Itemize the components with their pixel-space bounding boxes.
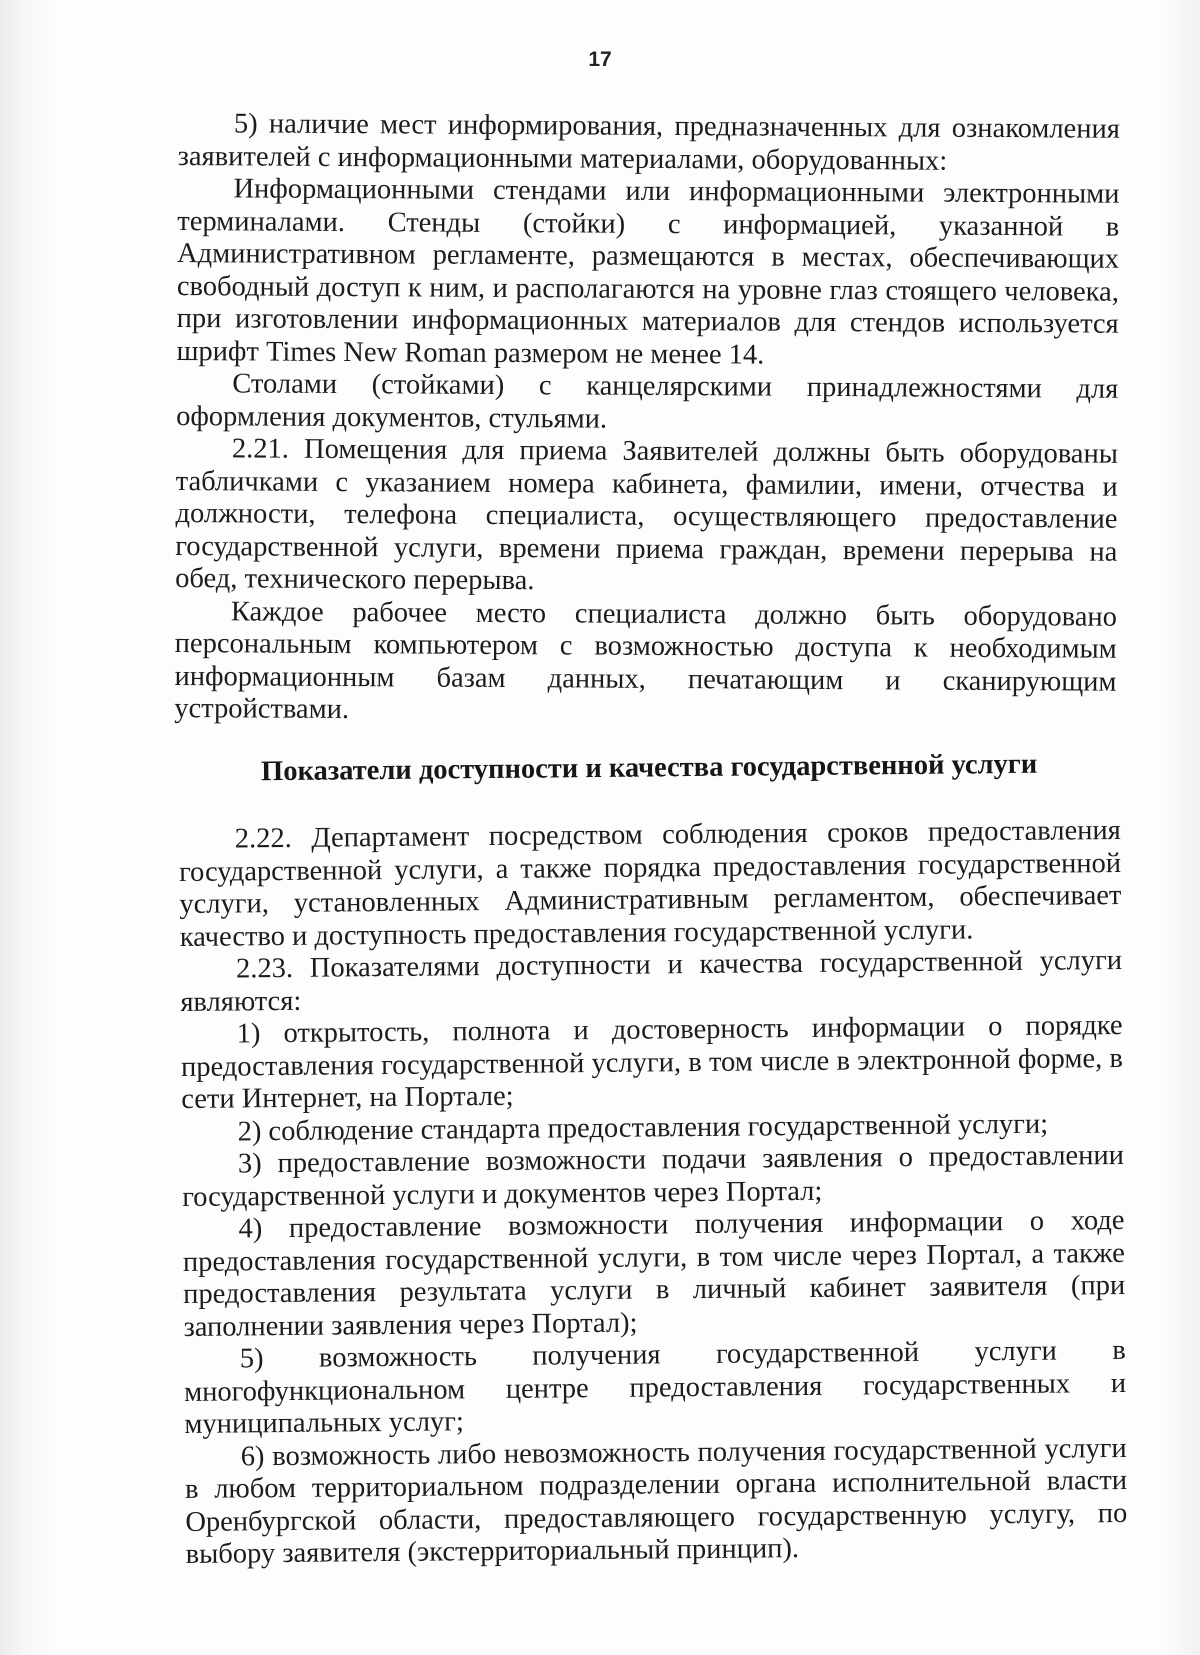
paragraph: 2.21. Помещения для приема Заявителей должны быть оборудованы табличками с указанием номера кабинета, фамилии, имени, отчества и должности, телефона специалиста, осуществляющего предоставление государственной услуги, времени приема граждан, времени перерыва на обед, технического перерыва. [175, 433, 1118, 597]
paragraph: 2) соблюдение стандарта предоставления государственной услуги; [237, 1107, 1049, 1147]
paragraph-group-top [174, 108, 1120, 731]
paragraph: 4) предоставление возможности получения информации о ходе предоставления государственной услуги, в том числе через Портал, а также предоставления результата услуги в личный кабинет заявителя (при заполнении заявления через Портал); [182, 1204, 1126, 1342]
paragraph: 3) предоставление возможности подачи заявления о предоставлении государственной услуги и документов через Портал; [182, 1139, 1125, 1212]
paragraph-group-bottom [178, 746, 1128, 1571]
paragraph: 1) открытость, полнота и достоверность информации о порядке предоставления государственной услуги, в том числе в электронной форме, в сети Интернет, на Портале; [180, 1009, 1124, 1115]
scan-shadow-right [1160, 0, 1200, 1655]
paragraph: 5) возможность получения государственной услуги в многофункциональном центре предоставления государственных и муниципальных услуг; [183, 1334, 1127, 1440]
paragraph: 6) возможность либо невозможность получения государственной услуги в любом территориальном подразделении органа исполнительной власти Оренбургской области, предоставляющего государственную услугу, по выбору заявителя (экстерриториальный принцип). [184, 1431, 1128, 1570]
paragraph: Столами (стойками) с канцелярскими принадлежностями для оформления документов, стульями. [176, 368, 1119, 435]
page-number: 17 [588, 48, 612, 71]
paragraph: Каждое рабочее место специалиста должно быть оборудовано персональным компьютером с возможностью доступа к необходимым информационным базам данных, печатающим и сканирующим устройствами. [174, 595, 1118, 726]
paragraph: 2.23. Показателями доступности и качества государственной услуги являются: [180, 944, 1123, 1017]
paragraph: 2.22. Департамент посредством соблюдения сроков предоставления государственной услуги, а также порядка предоставления государственной услуги, установленных Административным регламентом, обеспечивает качество и доступность предоставления государственной услуги. [178, 814, 1122, 952]
paragraph: 5) наличие мест информирования, предназначенных для ознакомления заявителей с информационными материалами, оборудованных: [177, 108, 1120, 177]
document-body [174, 108, 1128, 1571]
paragraph: Информационными стендами или информационными электронными терминалами. Стенды (стойки) с информацией, указанной в Административном регламенте, размещаются в местах, обеспечивающих свободный доступ к ним, и располагаются на уровне глаз стоящего человека, при изготовлении информационных материалов для стендов используется шрифт Times New Roman размером не менее 14. [176, 173, 1120, 371]
scan-shadow-left [0, 0, 60, 1655]
section-heading: Показатели доступности и качества государственной услуги [260, 748, 1038, 787]
